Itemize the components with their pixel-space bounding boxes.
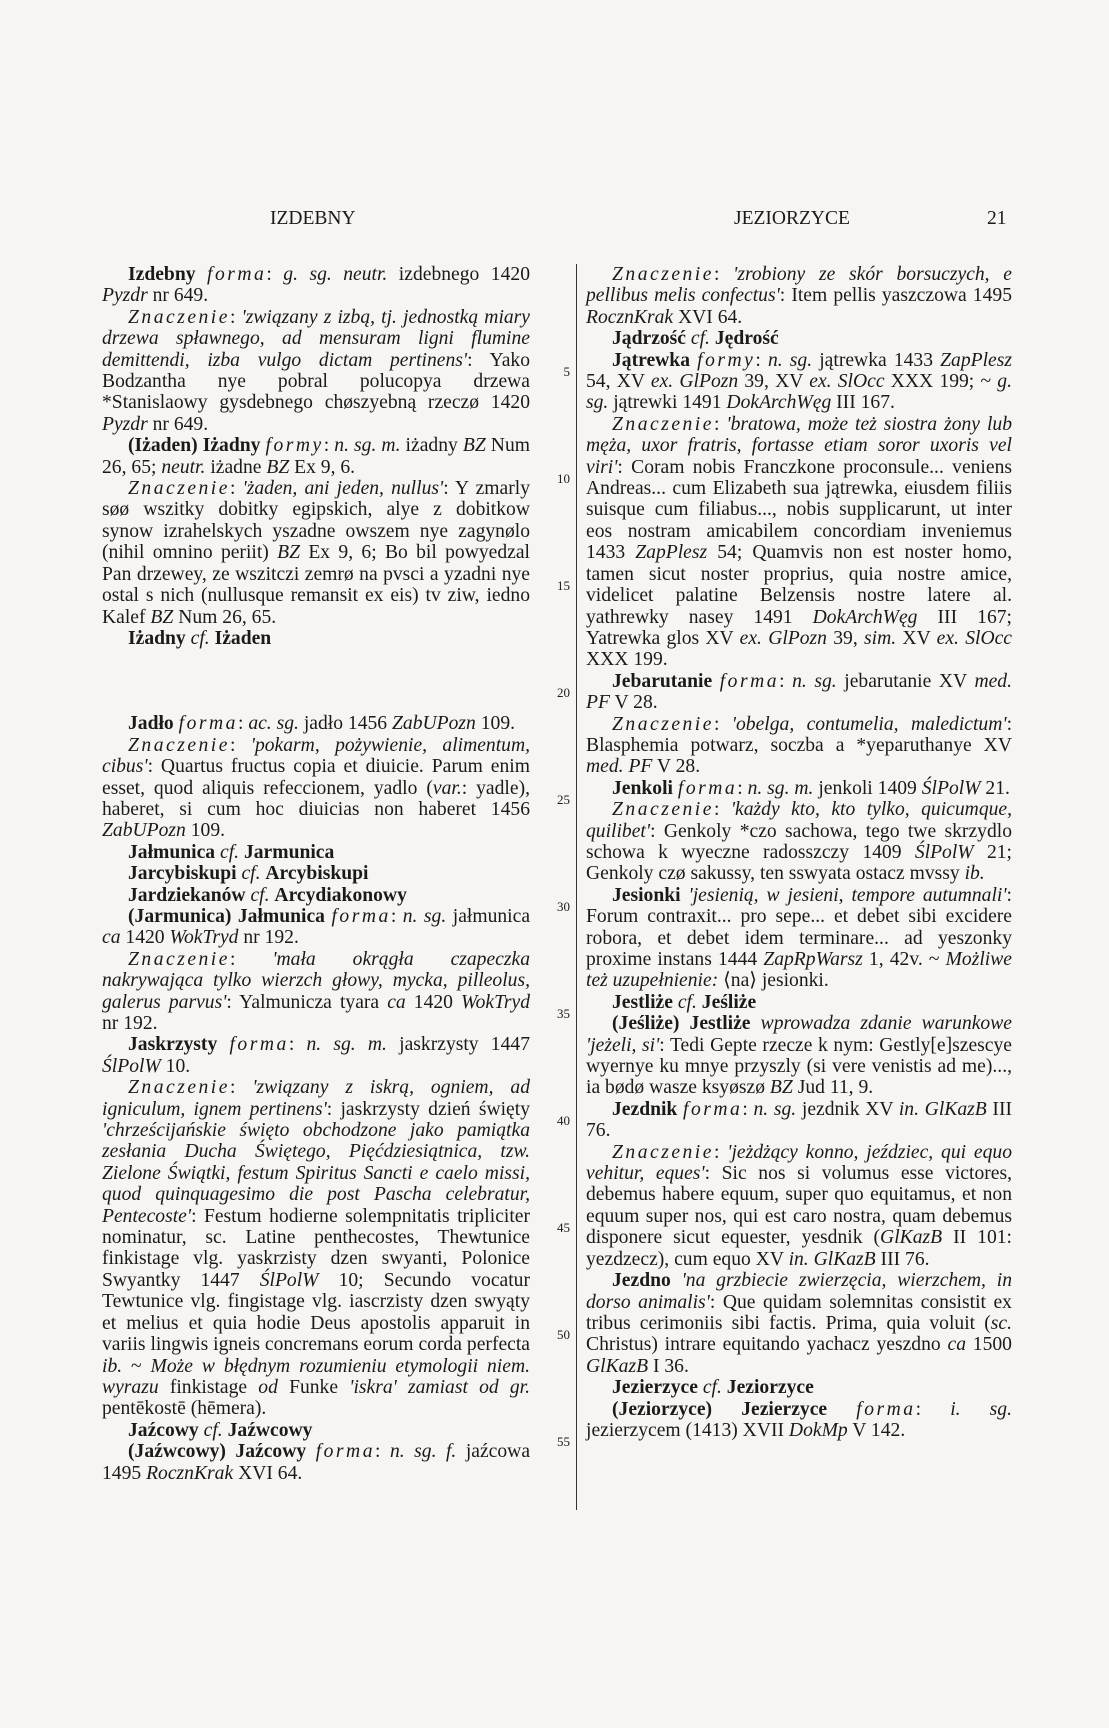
entry-paragraph: (Jaźwcowy) Jaźcowy forma: n. sg. f. jaźcowa 1495 RocznKrak XVI 64. [102, 1441, 531, 1484]
line-number: 25 [557, 792, 570, 807]
running-head-left: IZDEBNY [270, 208, 356, 229]
entry-paragraph: Jarcybiskupi cf. Arcybiskupi [128, 863, 369, 885]
line-number: 35 [557, 1006, 570, 1021]
line-number: 15 [557, 578, 570, 593]
entry-paragraph: Znaczenie: 'obelga, contumelia, maledictum': Blasphemia potwarz, soczba a *yeparuthanye XV med. PF V 28. [586, 713, 1013, 778]
entry-paragraph: Jałmunica cf. Jarmunica [128, 841, 335, 863]
line-number: 20 [557, 685, 570, 700]
entry-paragraph: Znaczenie: 'żaden, ani jeden, nullus': Y zmarly søø wszitky dobitky egipskich, alye z dobitkow synow izrahelskych yszadne owszem nye zagynølo (nihil omnino periit) BZ Ex 9, 6; Bo bil powyedzal Pan drzewey, ze wszitczi zemrø na pvsci a yzadni nye ostal s nich (nullusque remansit ex eis) tv ziw, iedno Kalef BZ Num 26, 65. [102, 478, 530, 628]
entry-paragraph: Jezierzyce cf. Jeziorzyce [612, 1377, 814, 1399]
line-number: 40 [557, 1113, 570, 1128]
entry-paragraph: (Jarmunica) Jałmunica forma: n. sg. jałmunica ca 1420 WokTryd nr 192. [102, 905, 531, 949]
entry-paragraph: Jaskrzysty forma: n. sg. m. jaskrzysty 1447 ŚlPolW 10. [102, 1034, 530, 1077]
column-divider [576, 264, 577, 1510]
right-column [586, 264, 1012, 1441]
section-gap [102, 649, 530, 713]
line-number: 50 [557, 1327, 570, 1342]
entry-paragraph: Iżadny cf. Iżaden [128, 627, 272, 649]
entry-paragraph: Znaczenie: 'pokarm, pożywienie, alimentum, cibus': Quartus fructus copia et diuicie. Parum enim esset, quod aliquis refeccionem, yadlo (var.: yadle), haberet, si cum hoc diuicias non haberet 1456 ZabUPozn 109. [102, 734, 531, 842]
entry-paragraph: Jenkoli forma: n. sg. m. jenkoli 1409 ŚlPolW 21. [612, 777, 1010, 799]
entry-paragraph: Jebarutanie forma: n. sg. jebarutanie XV med. PF V 28. [586, 670, 1012, 714]
entry-paragraph: (Jeziorzyce) Jezierzyce forma: i. sg. jezierzycem (1413) XVII DokMp V 142. [586, 1398, 1012, 1441]
entry-paragraph: Znaczenie: 'bratowa, może też siostra żony lub męża, uxor fratris, fortasse etiam soror uxoris vel viri': Coram nobis Franczkone proconsule... veniens Andreas... cum Elizabeth sua jątrewka, eiusdem filiis suisque cum filiabus..., nobis supplicarunt, ut inter eos nostram amicabilem concordiam inveniemus 1433 ZapPlesz 54; Quamvis non est noster homo, tamen sicut noster proprius, quia nostre amice, videlicet palatine Belzensis nostre latere al. yathrewky nasey 1491 DokArchWęg III 167; Yatrewka glos XV ex. GlPozn 39, sim. XV ex. SlOcc XXX 199. [586, 413, 1013, 671]
entry-paragraph: Jezdnik forma: n. sg. jezdnik XV in. GlKazB III 76. [586, 1098, 1012, 1142]
entry-paragraph: Znaczenie: 'każdy kto, kto tylko, quicumque, quilibet': Genkoly *czo sachowa, tego twe skrzydlo schowa k wyeczne radosszczy 1409 ŚlPolW 21; Genkoly czø sakussy, ten sswyata ostacz mvssy ib. [586, 799, 1013, 885]
entry-paragraph: (Jeśliże) Jestliże wprowadza zdanie warunkowe 'jeżeli, si': Tedi Gepte rzecze k nym: Gestly[e]szescye wyernye ku mnye przyszly (si vere venistis ad me)..., ia bødø wasze ksyøszø BZ Jud 11, 9. [586, 1013, 1012, 1099]
entry-paragraph: Jezdno 'na grzbiecie zwierzęcia, wierzchem, in dorso animalis': Que quidam solemnitas consistit ex tribus cerimoniis sibi factis. Prima, quia voluit (sc. Christus) intrare equitando yachacz yeszdno ca 1500 GlKazB I 36. [586, 1270, 1012, 1377]
entry-paragraph: Jadło forma: ac. sg. jadło 1456 ZabUPozn 109. [128, 713, 516, 735]
entry-paragraph: Znaczenie: 'zrobiony ze skór borsuczych, e pellibus melis confectus': Item pellis yaszczowa 1495 RocznKrak XVI 64. [586, 264, 1013, 328]
left-column [102, 264, 530, 1484]
entry-paragraph: Jątrewka formy: n. sg. jątrewka 1433 ZapPlesz 54, XV ex. GlPozn 39, XV ex. SlOcc XXX 199; ~ g. sg. jątrewki 1491 DokArchWęg III 167. [586, 349, 1012, 414]
page-number: 21 [987, 208, 1007, 229]
entry-paragraph: Jądrzość cf. Jędrość [612, 328, 779, 350]
line-number: 10 [557, 471, 570, 486]
entry-paragraph: Jaźcowy cf. Jaźwcowy [128, 1419, 313, 1441]
entry-paragraph: Znaczenie: 'związany z izbą, tj. jednostką miary drzewa spławnego, ad mensuram ligni flumine demittendi, izba vulgo dictam pertinens': Yako Bodzantha nye pobral polucopya drzewa *Stanislaowy gysdebnego chøszyebną rzeczø 1420 Pyzdr nr 649. [102, 306, 531, 435]
entry-paragraph: Znaczenie: 'mała okrągła czapeczka nakrywająca tylko wierzch głowy, mycka, pilleolus, galerus parvus': Yalmunicza tyara ca 1420 WokTryd nr 192. [102, 948, 530, 1034]
entry-paragraph: (Iżaden) Iżadny formy: n. sg. m. iżadny BZ Num 26, 65; neutr. iżadne BZ Ex 9, 6. [102, 435, 530, 478]
line-number: 45 [557, 1220, 570, 1235]
page-header [0, 208, 1109, 238]
entry-paragraph: Znaczenie: 'związany z iskrą, ogniem, ad igniculum, ignem pertinens': jaskrzysty dzień święty 'chrześcijańskie święto obchodzone jako pamiątka zesłania Ducha Świętego, Pięćdziesiątnica, tzw. Zielone Świątki, festum Spiritus Sancti e caelo missi, quod quinquagesimo die post Pascha celebratur, Pentecoste': Festum hodierne solempnitatis tripliciter nominatur, sc. Latine penthecostes, Thewtunice finkistage vlg. yaskrzisty dzen swyanti, Polonice Swyantky 1447 ŚlPolW 10; Secundo vocatur Tewtunice vlg. fingistage vlg. iascrzisty dzen swyąty et melius et quia hodie Deus apostolis apparuit in variis lingwis igneis concremans eorum corda perfecta ib. ~ Może w błędnym rozumieniu etymologii niem. wyrazu finkistage od Funke 'iskra' zamiast od gr. pentēkostē (hēmera). [102, 1077, 531, 1420]
line-number: 30 [557, 899, 570, 914]
entry-paragraph: Izdebny forma: g. sg. neutr. izdebnego 1420 Pyzdr nr 649. [102, 264, 530, 307]
entry-paragraph: Jardziekanów cf. Arcydiakonowy [128, 884, 407, 906]
line-number: 5 [563, 364, 570, 379]
entry-paragraph: Znaczenie: 'jeżdżący konno, jeździec, qui equo vehitur, eques': Sic nos si volumus esse victores, debemus habere equum, super quo equitamus, et non equum super nos, qui est caro nostra, quam debemus disponere sicut equester, yesdnik (GlKazB II 101: yezdzecz), cum equo XV in. GlKazB III 76. [586, 1141, 1013, 1270]
line-number: 55 [557, 1434, 570, 1449]
entry-paragraph: Jesionki 'jesienią, w jesieni, tempore autumnali': Forum contraxit... pro sepe... et debet sibi excidere robora, et debet idem terminare... ad yeszonky proxime instans 1444 ZapRpWarsz 1, 42v. ~ Możliwe też uzupełnienie: ⟨na⟩ jesionki. [586, 884, 1013, 992]
entry-paragraph: Jestliże cf. Jeśliże [612, 991, 757, 1013]
running-head-right: JEZIORZYCE [734, 208, 850, 229]
